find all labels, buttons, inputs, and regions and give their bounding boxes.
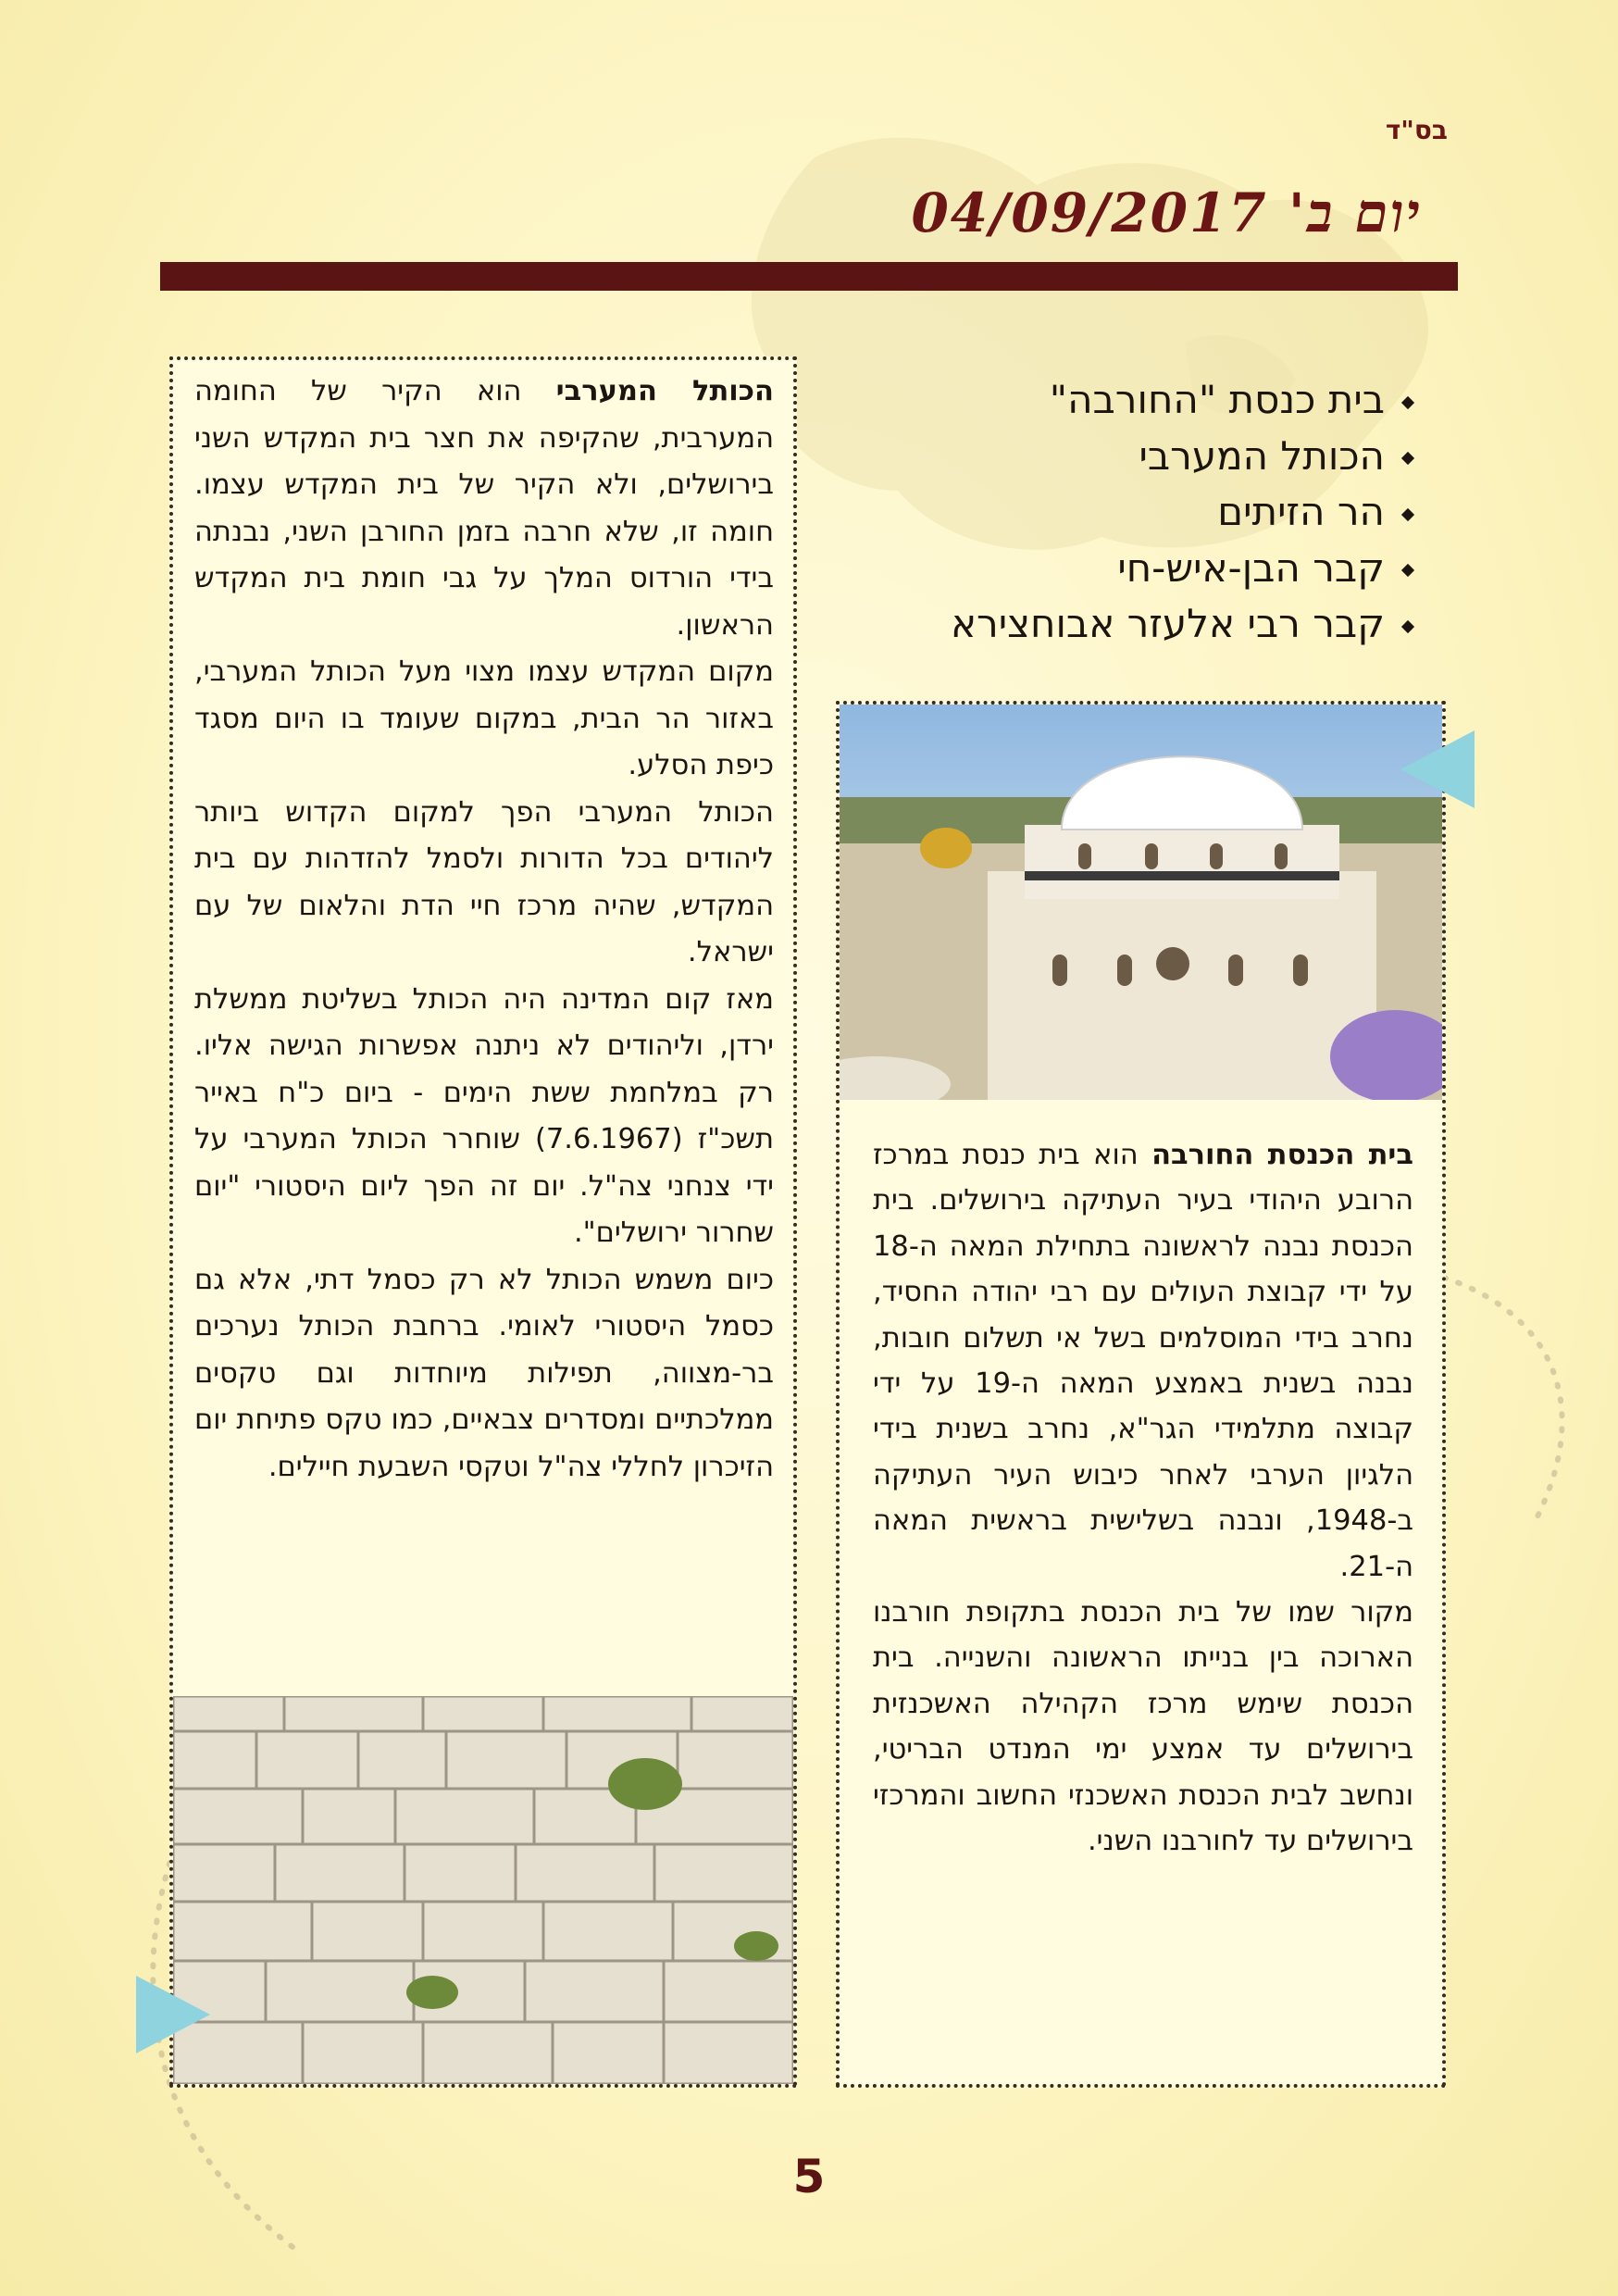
diamond-bullet-icon: [1401, 619, 1414, 632]
diamond-bullet-icon: [1401, 564, 1414, 577]
paragraph: [194, 368, 774, 649]
site-label: קבר הבן-איש-חי: [1117, 544, 1385, 591]
list-item: [820, 541, 1413, 597]
triangle-marker-icon: [136, 1976, 210, 2053]
hurva-text: [873, 1132, 1413, 1865]
sites-list: [820, 372, 1413, 653]
header-bsd-label: בס"ד: [1385, 115, 1448, 145]
paragraph: כיום משמש הכותל לא רק כסמל דתי, אלא גם כסמל היסטורי לאומי. ברחבת הכותל נערכים בר-מצווה, תפילות מיוחדות וגם טקסים ממלכתיים ומסדרים צבאיים, כמו טקס פתיחת יום הזיכרון לחללי צה"ל וטקסי השבעת חיילים.: [194, 1263, 774, 1483]
triangle-marker-icon: [1400, 730, 1475, 808]
western-wall-text: [194, 368, 774, 1491]
dotted-arc-decoration: [1425, 1259, 1611, 1537]
site-label: בית כנסת "החורבה": [1049, 377, 1385, 422]
list-item: [820, 372, 1413, 429]
site-label: קבר רבי אלעזר אבוחצירא: [950, 601, 1385, 646]
list-item: [820, 484, 1413, 541]
site-label: הר הזיתים: [1217, 489, 1385, 534]
paragraph-text: הוא הקיר של החומה המערבית, שהקיפה את חצר בית המקדש השני בירושלים, ולא הקיר של בית המקדש עצמו. חומה זו, שלא חרבה בזמן החורבן השני, נבנתה בידי הורדוס המלך על גבי חומת בית המקדש הראשון.: [194, 375, 774, 642]
diamond-bullet-icon: [1401, 452, 1414, 465]
list-item: [820, 429, 1413, 485]
list-item: [820, 596, 1413, 653]
western-wall-photo: [173, 1696, 793, 2084]
paragraph: [873, 1132, 1413, 1590]
page-number: 5: [792, 2150, 826, 2203]
diamond-bullet-icon: [1401, 507, 1414, 520]
paragraph: הכותל המערבי הפך למקום הקדוש ביותר ליהודים בכל הדורות ולסמל להזדהות עם בית המקדש, שהיה מרכז חיי הדת והלאום של עם ישראל.: [194, 795, 774, 968]
hurva-synagogue-photo: [840, 705, 1442, 1100]
bold-term: הכותל המערבי: [555, 375, 774, 407]
paragraph: מקור שמו של בית הכנסת בתקופת חורבנו הארוכה בין בנייתו הראשונה והשנייה. בית הכנסת שימש מרכז הקהילה האשכנזית בירושלים עד אמצע ימי המנדט הבריטי, ונחשב לבית הכנסת האשכנזי החשוב והמרכזי בירושלים עד לחורבנו השני.: [873, 1596, 1413, 1858]
header-divider-bar: [160, 262, 1458, 291]
paragraph: מקום המקדש עצמו מצוי מעל הכותל המערבי, באזור הר הבית, במקום שעומד בו היום מסגד כיפת הסלע.: [194, 655, 774, 781]
site-label: הכותל המערבי: [1139, 432, 1385, 479]
header-date-line: יום ב' 04/09/2017: [911, 181, 1422, 244]
bold-term: בית הכנסת החורבה: [1151, 1139, 1414, 1171]
diamond-bullet-icon: [1401, 395, 1414, 408]
paragraph: מאז קום המדינה היה הכותל בשליטת ממשלת ירדן, וליהודים לא ניתנה אפשרות הגישה אליו. רק במלחמת ששת הימים - ביום כ"ח באייר תשכ"ז (7.6.1967) שוחרר הכותל המערבי על ידי צנחני צה"ל. יום זה הפך ליום היסטורי "יום שחרור ירושלים".: [194, 982, 774, 1249]
paragraph-text: הוא בית כנסת במרכז הרובע היהודי בעיר העתיקה בירושלים. בית הכנסת נבנה לראשונה בתחילת המאה ה-18 על ידי קבוצת העולים עם רבי יהודה החסיד, נחרב בידי המוסלמים בשל אי תשלום חובות, נבנה בשנית באמצע המאה ה-19 על ידי קבוצה מתלמידי הגר"א, נחרב בשנית בידי הלגיון הערבי לאחר כיבוש העיר העתיקה ב-1948, ונבנה בשלישית בראשית המאה ה-21.: [873, 1139, 1413, 1583]
